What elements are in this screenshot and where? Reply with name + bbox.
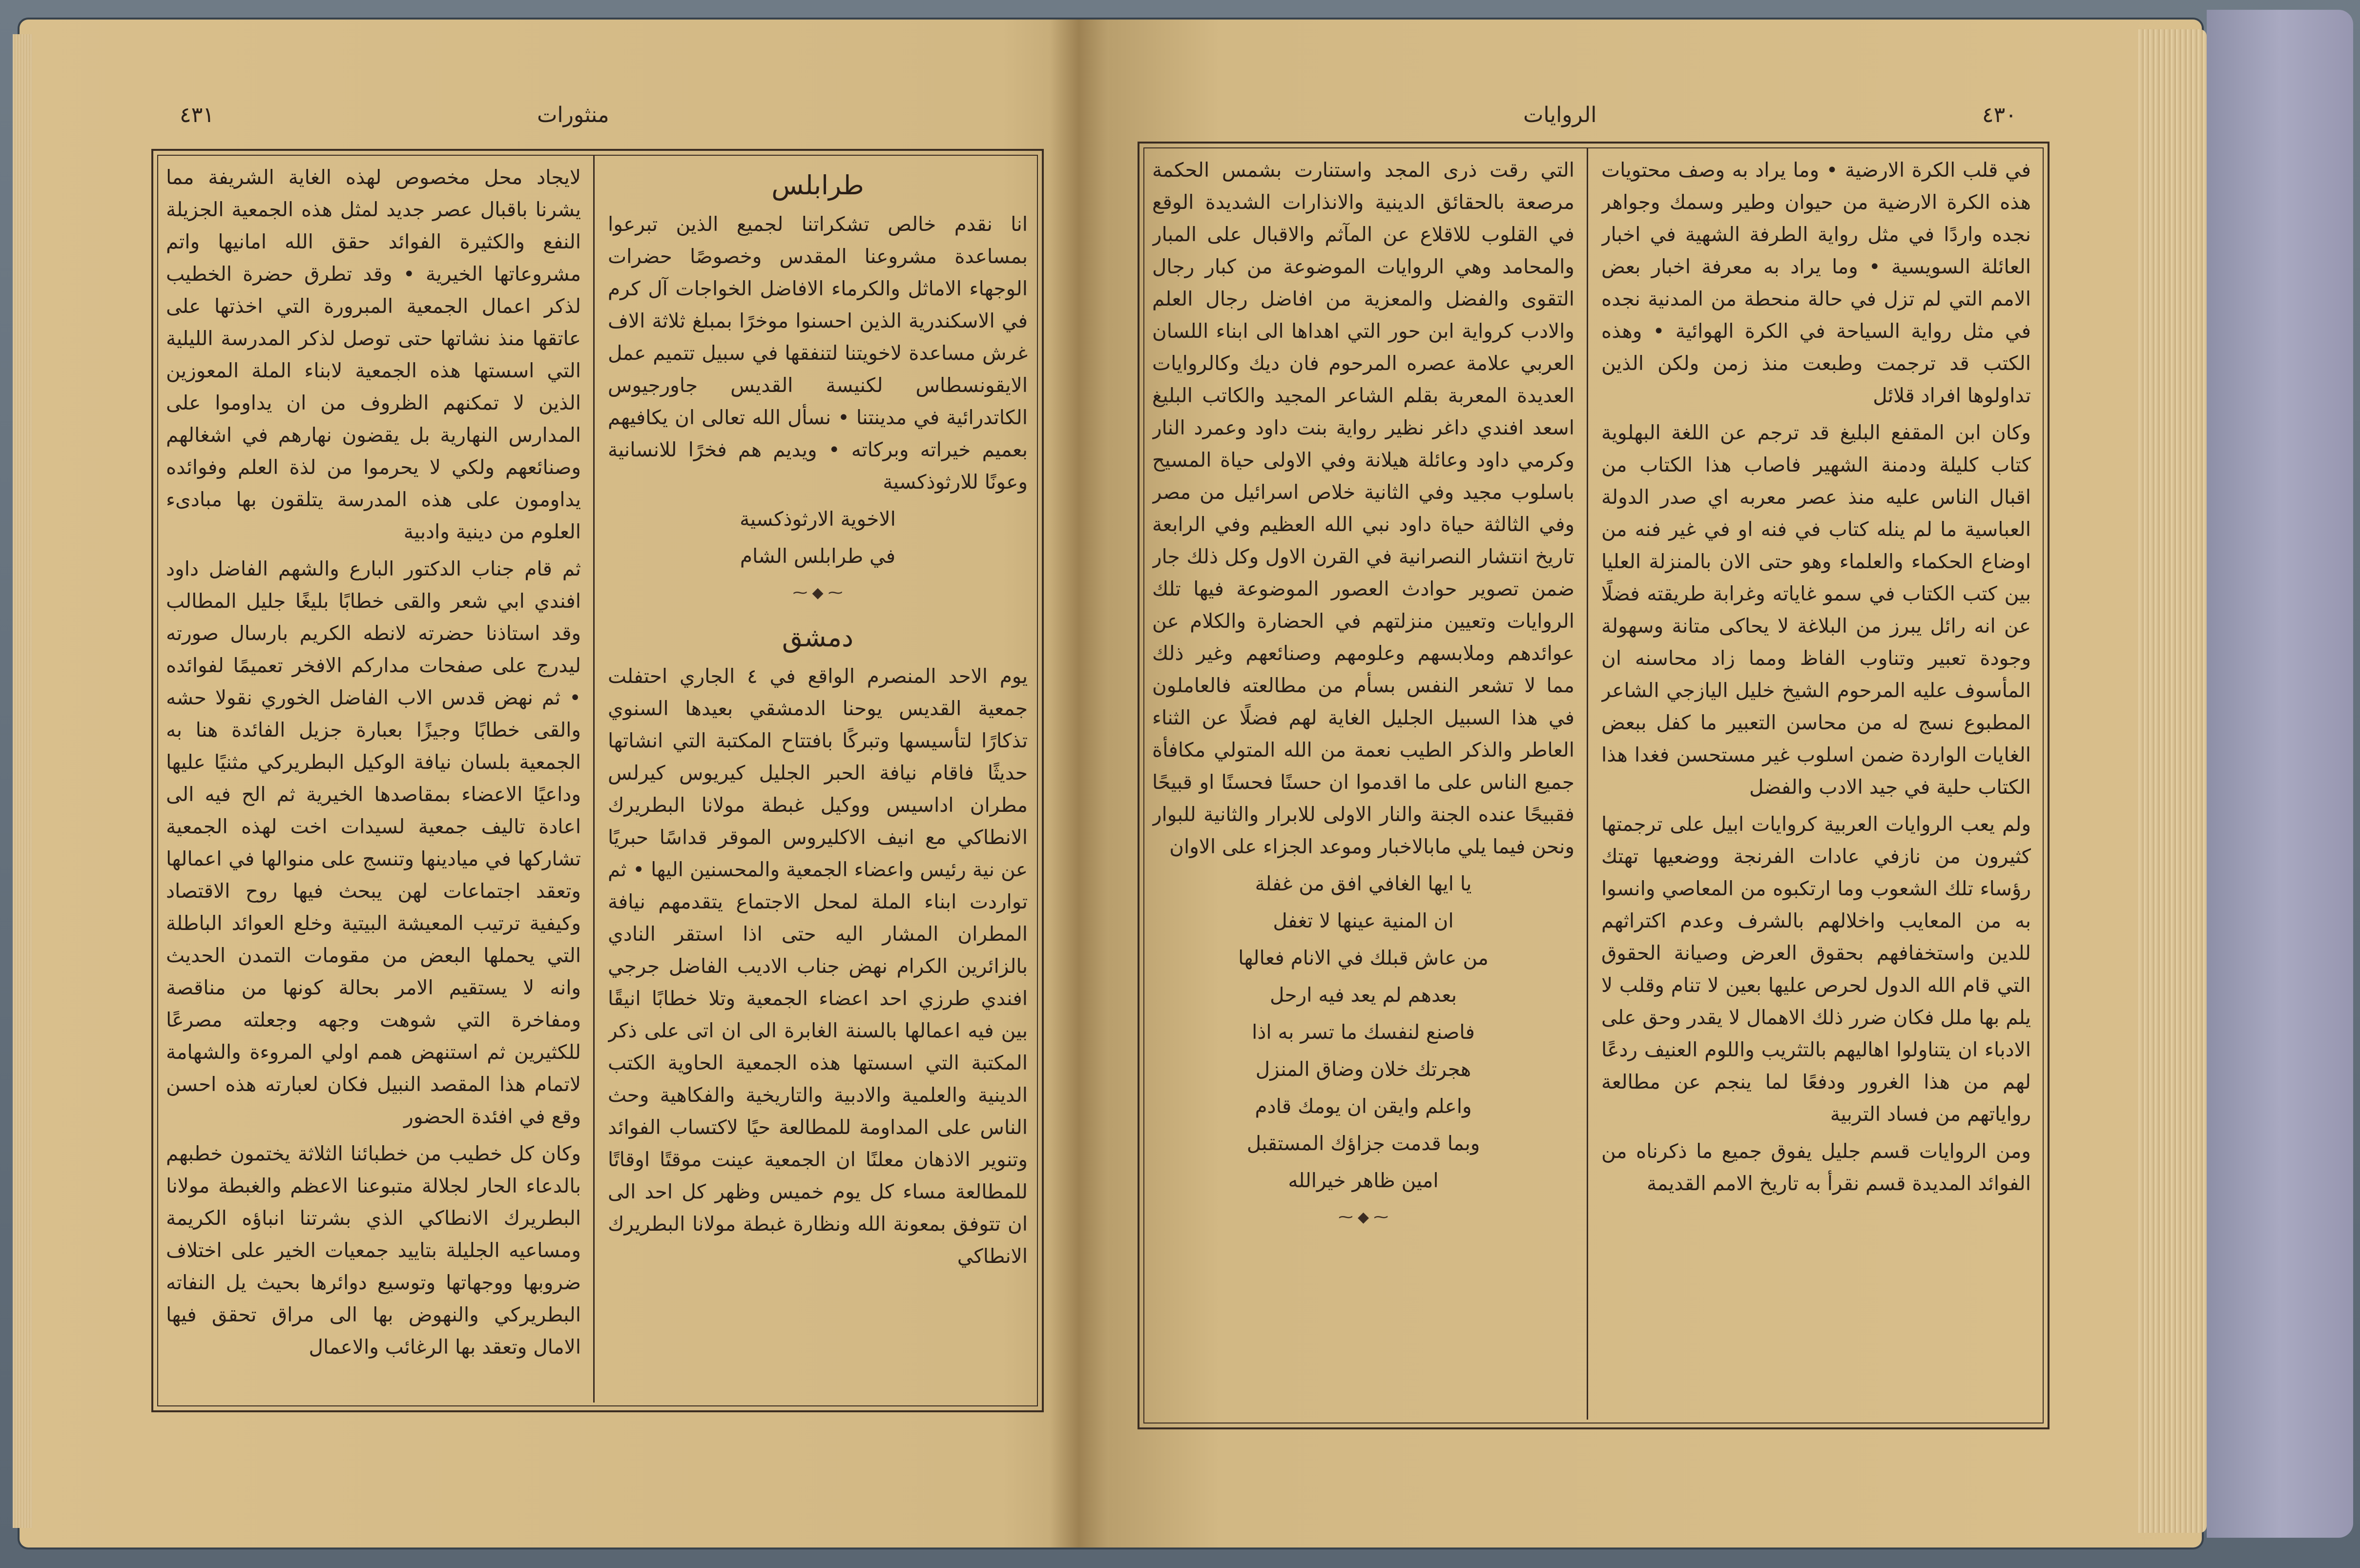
poem-line: من عاش قبلك في الانام فعالها: [1238, 946, 1489, 970]
tripoli-signature-1: الاخوية الارثوذكسية: [740, 507, 896, 531]
left-page-inner-column: [608, 161, 1028, 1401]
poem-signature: امين ظاهر خيرالله: [1288, 1169, 1439, 1192]
poem-line: بعدهم لم يعد فيه ارحل: [1269, 983, 1457, 1007]
section-ornament: ⁓ ◆ ⁓: [792, 584, 843, 601]
right-page-number: ٤٣٠: [1982, 103, 2017, 127]
page-edges-right: [2138, 29, 2207, 1533]
right-page-outer-column: [1601, 154, 2031, 1418]
poem-line: وبما قدمت جزاؤك المستقبل: [1246, 1132, 1480, 1155]
right-page-header-title: الروايات: [1523, 103, 1597, 127]
left-page-header-title: منثورات: [537, 103, 609, 127]
right-inner-paragraph: التي رقت ذرى المجد واستنارت بشمس الحكمة مرصعة بالحقائق الدينية والانذارات الشديدة الوقع في القلوب للاقلاع عن المآثم والاقبال على المبار والمحامد وهي الروايات الموضوعة من كبار رجال التقوى والفضل والمعزية من افاضل رجال العلم والادب كرواية ابن حور التي اهداها الى ابناء اللسان العربي علامة عصره المرحوم فان ديك وكالروايات العديدة المعربة بقلم الشاعر المجيد والكاتب البليغ اسعد افندي داغر نظير رواية بنت داود وعمرد النار وكرمي داود وعائلة هيلانة وفي الاولى حياة المسيح باسلوب مجيد وفي الثانية خلاص اسرائيل من مصر وفي الثالثة حياة داود نبي الله العظيم وفي الرابعة تاريخ انتشار النصرانية في القرن الاول وكل ذلك جار ضمن تصوير حوادث العصور الموضوعة فيها تلك الروايات وتعيين منزلتهم في الحضارة والكلام عن عوائدهم وملابسهم وعلومهم وصنائعهم وغير ذلك مما لا تشعر النفس بسأم من مطالعته فالعاملون في هذا السبيل الجليل الغاية لهم فضلًا عن الثناء العاطر والذكر الطيب نعمة من الله المتولي مكافأة جميع الناس على ما اقدموا ان حسنًا فحسنًا او قبيحًا فقبيحًا عنده الجنة والنار الاولى للابرار والثانية للبوار ونحن فيما يلي مابالاخبار وموعد الجزاء على الاوان: [1152, 158, 1574, 858]
left-page-number: ٤٣١: [180, 103, 214, 127]
tripoli-article: انا نقدم خالص تشكراتنا لجميع الذين تبرعوا بمساعدة مشروعنا المقدس وخصوصًا حضرات الوجهاء الاماثل والكرماء الافاضل الخواجات آل كرم في الاسكندرية الذين احسنوا موخرًا بمبلغ ثلاثة الاف غرش مساعدة لاخويتنا لتنفقها في سبيل تتميم عمل الايقونسطاس لكنيسة القديس جاورجيوس الكاتدرائية في مدينتنا • نسأل الله تعالى ان يكافيهم بعميم خيراته وبركاته • ويديم هم فخرًا للانسانية وعونًا للارثوذكسية: [608, 212, 1028, 494]
heading-damascus: دمشق: [782, 622, 854, 653]
damascus-article: يوم الاحد المنصرم الواقع في ٤ الجاري احتفلت جمعية القديس يوحنا الدمشقي بعيدها السنوي تذكارًا لتأسيسها وتبركًا بافتتاح المكتبة التي انشاتها حديثًا فاقام نيافة الحبر الجليل كيريوس كيرلس مطران اداسيس ووكيل غبطة مولانا البطريرك الانطاكي مع انيف الاكليروس الموقر قداسًا حبريًا عن نية رئيس واعضاء الجمعية والمحسنين اليها • ثم تواردت ابناء الملة لمحل الاجتماع يتقدمهم نيافة المطران المشار اليه حتى اذا استقر النادي بالزائرين الكرام نهض جناب الاديب الفاضل جرجي افندي طرزي احد اعضاء الجمعية وتلا خطابًا انيقًا بين فيه اعمالها بالسنة الغابرة الى ان اتى على ذكر المكتبة التي اسستها هذه الجمعية الحاوية الكتب الدينية والعلمية والادبية والتاريخية والفكاهية وحث الناس على المداومة للمطالعة حيًا لاكتساب الفوائد وتنوير الاذهان معلنًا ان الجمعية عينت موقتًا اوقاتًا للمطالعة مساء كل يوم خميس وظهر كل احد الى ان تتوفق بمعونة الله ونظارة غبطة مولانا البطريرك الانطاكي: [608, 664, 1028, 1268]
right-outer-paragraph-3: ولم يعب الروايات العربية كروايات ابيل على ترجمتها كثيرون من نازفي عادات الفرنجة ووضعيها تهتك رؤساء تلك الشعوب وما ارتكبوه من المعاصي وانسوا به من المعايب واخلالهم بالشرف وعدم اكتراثهم للدين واستخفافهم بحقوق العرض وصيانة الحقوق التي قام الله الدول لحرص عليها بعين لا تنام وقلب لا يلم بها ملل فكان ضرر ذلك الاهمال لا يقدر وحق على الادباء ان يتناولوا اهاليهم بالتثريب واللوم العنيف ردعًا لهم من هذا الغرور ودفعًا لما ينجم عن مطالعة رواياتهم من فساد التربية: [1601, 812, 2031, 1126]
tripoli-signature-2: في طرابلس الشام: [740, 544, 896, 568]
heading-tripoli: طرابلس: [771, 170, 864, 201]
right-outer-paragraph-1: في قلب الكرة الارضية • وما يراد به وصف محتويات هذه الكرة الارضية من حيوان وطير وسمك وجواهر نجده واردًا في مثل رواية الطرفة الشهية في اخبار العائلة السويسية • وما يراد به معرفة اخبار بعض الامم التي لم تزل في حالة منحطة من المدنية نجده في مثل رواية السياحة في الكرة الهوائية • وهذه الكتب قد ترجمت وطبعت منذ زمن ولكن الذين تداولوها افراد قلائل: [1601, 158, 2031, 407]
book-gutter: [1050, 20, 1108, 1547]
poem-line: ان المنية عينها لا تغفل: [1273, 909, 1454, 932]
left-page-outer-column: [166, 161, 581, 1401]
poem-line: هجرتك خلان وضاق المنزل: [1255, 1057, 1471, 1081]
poem-line: فاصنع لنفسك ما تسر به اذا: [1252, 1020, 1475, 1044]
right-outer-paragraph-2: وكان ابن المقفع البليغ قد ترجم عن اللغة البهلوية كتاب كليلة ودمنة الشهير فاصاب هذا الكتاب من اقبال الناس عليه منذ عصر معربه اي صدر الدولة العباسية ما لم ينله كتاب في فنه او في غير فنه من اوضاع الحكماء والعلماء وهو حتى الان بالمنزلة العليا بين كتب الكتاب في سمو غاياته وغرابة طريقته فضلًا عن انه رائل يبرز من البلاغة لا يحاكى متانة وسهولة وجودة تعبير وتناوب الفاظ ومما زاد محاسنه ان المأسوف عليه المرحوم الشيخ خليل اليازجي الشاعر المطبوع نسج له من محاسن التعبير ما كفل ببعض الغايات الواردة ضمن اسلوب غير مستحسن فغدا هذا الكتاب حلية في جيد الادب والفضل: [1601, 421, 2031, 799]
left-outer-paragraph-1: لايجاد محل مخصوص لهذه الغاية الشريفة مما يشرنا باقبال عصر جديد لمثل هذه الجمعية الجزيلة النفع والكثيرة الفوائد حقق الله امانيها واتم مشروعاتها الخيرية • وقد تطرق حضرة الخطيب لذكر اعمال الجمعية المبرورة التي اخذتها على عاتقها منذ نشاتها حتى توصل لذكر المدرسة الليلية التي اسستها هذه الجمعية لابناء الملة المعوزين الذين لا تمكنهم الظروف من ان يداوموا على المدارس النهارية بل يقضون نهارهم في اشغالهم وصنائعهم ولكي لا يحرموا من لذة العلم وفوائده يداومون على هذه المدرسة يتلقون بها مبادىء العلوم من دينية وادبية: [166, 165, 581, 543]
right-outer-paragraph-4: ومن الروايات قسم جليل يفوق جميع ما ذكرناه من الفوائد المديدة قسم نقرأ به تاريخ الامم القديمة: [1601, 1139, 2031, 1195]
right-page-inner-column: [1152, 154, 1574, 1418]
left-outer-paragraph-3: وكان كل خطيب من خطبائنا الثلاثة يختمون خطبهم بالدعاء الحار لجلالة متبوعنا الاعظم والغبطة مولانا البطريرك الانطاكي الذي بشرتنا انباؤه الكريمة ومساعيه الجليلة بتاييد جمعيات الخير على اختلاف ضروبها ووجهاتها وتوسيع دوائرها بحيث يل النفاته البطريركي والنهوض بها الى مراق تحقق فيها الامال وتعقد بها الرغائب والاعمال: [166, 1142, 581, 1359]
page-edges-left: [13, 34, 32, 1528]
left-outer-paragraph-2: ثم قام جناب الدكتور البارع والشهم الفاضل داود افندي ابي شعر والقى خطابًا بليغًا جليل المطالب وقد استاذنا حضرته لانطه الكريم بارسال صورته ليدرج على صفحات مداركم الافخر تعميمًا لفوائده • ثم نهض قدس الاب الفاضل الخوري نقولا حشه والقى خطابًا وجيزًا بعبارة جزيل الفائدة هنا به الجمعية بلسان نيافة الوكيل البطريركي مثنيًا عليها وداعيًا الاعضاء بمقاصدها الخيرية ثم الح فيه الى اعادة تاليف جمعية لسيدات اخت لهذه الجمعية تشاركها في ميادينها وتنسج على منوالها في اعمالها وتعقد اجتماعات لهن يبحث فيها روح الاقتصاد وكيفية ترتيب المعيشة البيتية وخلع العوائد الباطلة التي يحملها البعض من مقومات التمدن الحديث وانه لا يستقيم الامر بحالة كونها من مناقصة ومفاخرة التي شوهت وجهه وجعلته مصرعًا للكثيرين ثم استنهض همم اولي المروءة والشهامة لاتمام هذا المقصد النبيل فكان لعبارته هذه احسن وقع في افئدة الحضور: [166, 557, 581, 1128]
section-ornament: ⁓ ◆ ⁓: [1338, 1209, 1388, 1226]
poem-line: يا ايها الغافي افق من غفلة: [1255, 872, 1472, 895]
right-page-column-rule: [1587, 148, 1588, 1420]
left-page-column-rule: [593, 155, 595, 1403]
back-cover: [2207, 10, 2353, 1538]
poem-line: واعلم وايقن ان يومك قادم: [1255, 1094, 1472, 1118]
